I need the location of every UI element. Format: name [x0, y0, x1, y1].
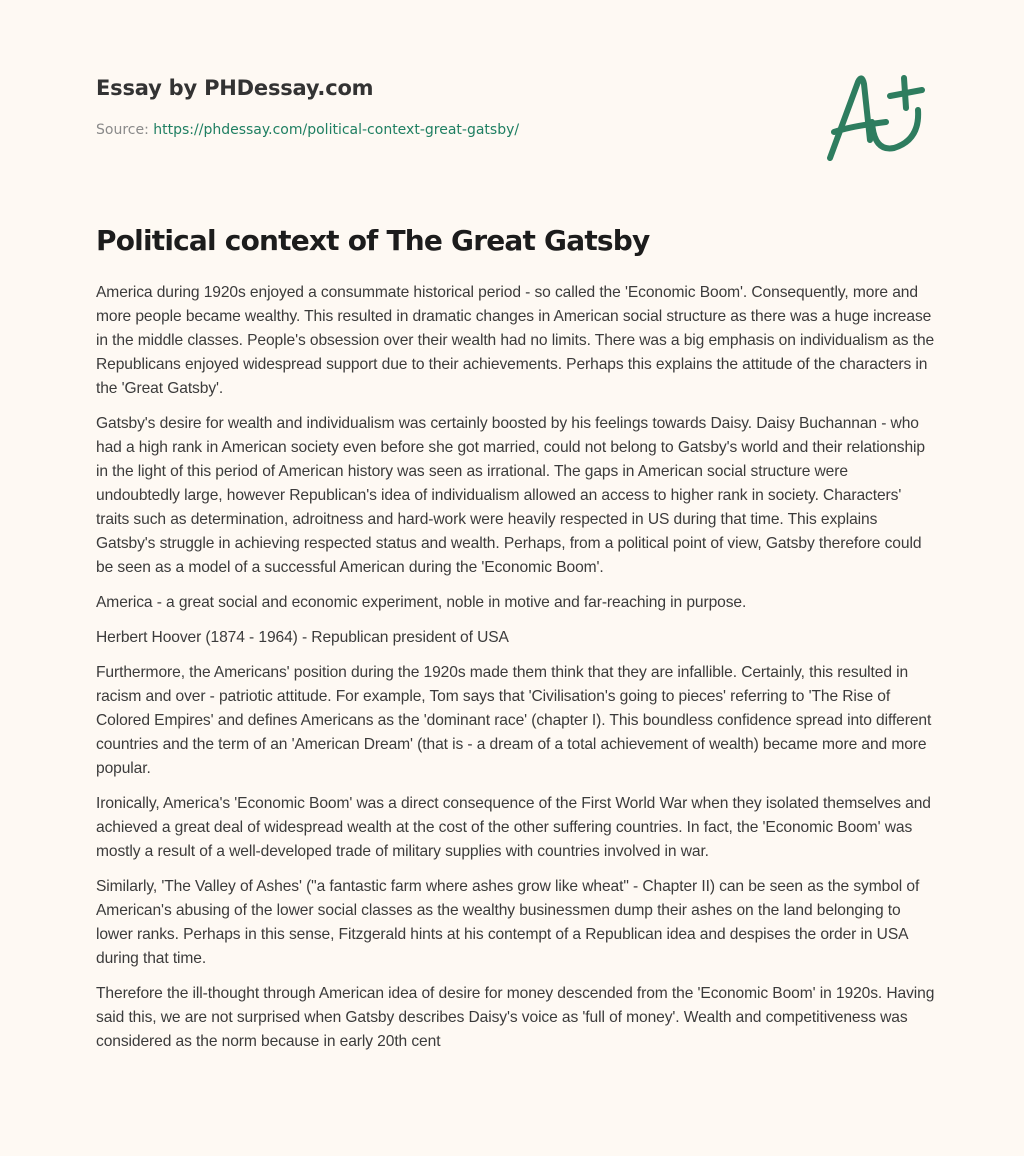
a-plus-grade-icon [818, 60, 938, 170]
source-line [96, 122, 796, 138]
source-label: Source: [96, 122, 149, 138]
paragraph: Similarly, 'The Valley of Ashes' ("a fantastic farm where ashes grow like wheat" - Chapter II) can be seen as the symbol of American's abusing of the lower social classes as the wealthy businessmen dump their ashes on the land belonging to lower ranks. Perhaps in this sense, Fitzgerald hints at his contempt of a Republican idea and despises the order in USA during that time. [96, 878, 920, 967]
quote-attribution: Herbert Hoover (1874 - 1964) - Republican president of USA [96, 629, 509, 646]
paragraph: Gatsby's desire for wealth and individualism was certainly boosted by his feelings towards Daisy. Daisy Buchannan - who had a high rank in American society even before she got married, could not belong to Gatsby's world and their relationship in the light of this period of American history was seen as irrational. The gaps in American social structure were undoubtedly large, however Republican's idea of individualism allowed an access to higher rank in society. Characters' traits such as determination, adroitness and hard-work were heavily respected in US during that time. This explains Gatsby's struggle in achieving respected status and wealth. Perhaps, from a political point of view, Gatsby therefore could be seen as a model of a successful American during the 'Economic Boom'. [96, 415, 925, 576]
page-title: Political context of The Great Gatsby [96, 224, 650, 257]
paragraph: America during 1920s enjoyed a consummate historical period - so called the 'Economic Boom'. Consequently, more and more people became wealthy. This resulted in dramatic changes in American social structure as there was a huge increase in the middle classes. People's obsession over their wealth had no limits. There was a big emphasis on individualism as the Republicans enjoyed widespread support due to their achievements. Perhaps this explains the attitude of the characters in the 'Great Gatsby'. [96, 284, 935, 397]
site-title: Essay by PHDessay.com [96, 76, 374, 100]
paragraph: Ironically, America's 'Economic Boom' was a direct consequence of the First World War when they isolated themselves and achieved a great deal of widespread wealth at the cost of the other suffering countries. In fact, the 'Economic Boom' was mostly a result of a well-developed trade of military supplies with countries involved in war. [96, 795, 931, 860]
quote-paragraph: America - a great social and economic experiment, noble in motive and far-reaching in purpose. [96, 594, 747, 611]
paragraph: Therefore the ill-thought through American idea of desire for money descended from the 'Economic Boom' in 1920s. Having said this, we are not surprised when Gatsby describes Daisy's voice as 'full of money'. Wealth and competitiveness was considered as the norm because in early 20th cent [96, 985, 935, 1050]
paragraph: Furthermore, the Americans' position during the 1920s made them think that they are infallible. Certainly, this resulted in racism and over - patriotic attitude. For example, Tom says that 'Civilisation's going to pieces' referring to 'The Rise of Colored Empires' and defines Americans as the 'dominant race' (chapter I). This boundless confidence spread into different countries and the term of an 'American Dream' (that is - a dream of a total achievement of wealth) became more and more popular. [96, 664, 932, 777]
source-link[interactable]: https://phdessay.com/political-context-great-gatsby/ [153, 122, 520, 138]
page-header [96, 76, 796, 138]
article [96, 224, 936, 1065]
